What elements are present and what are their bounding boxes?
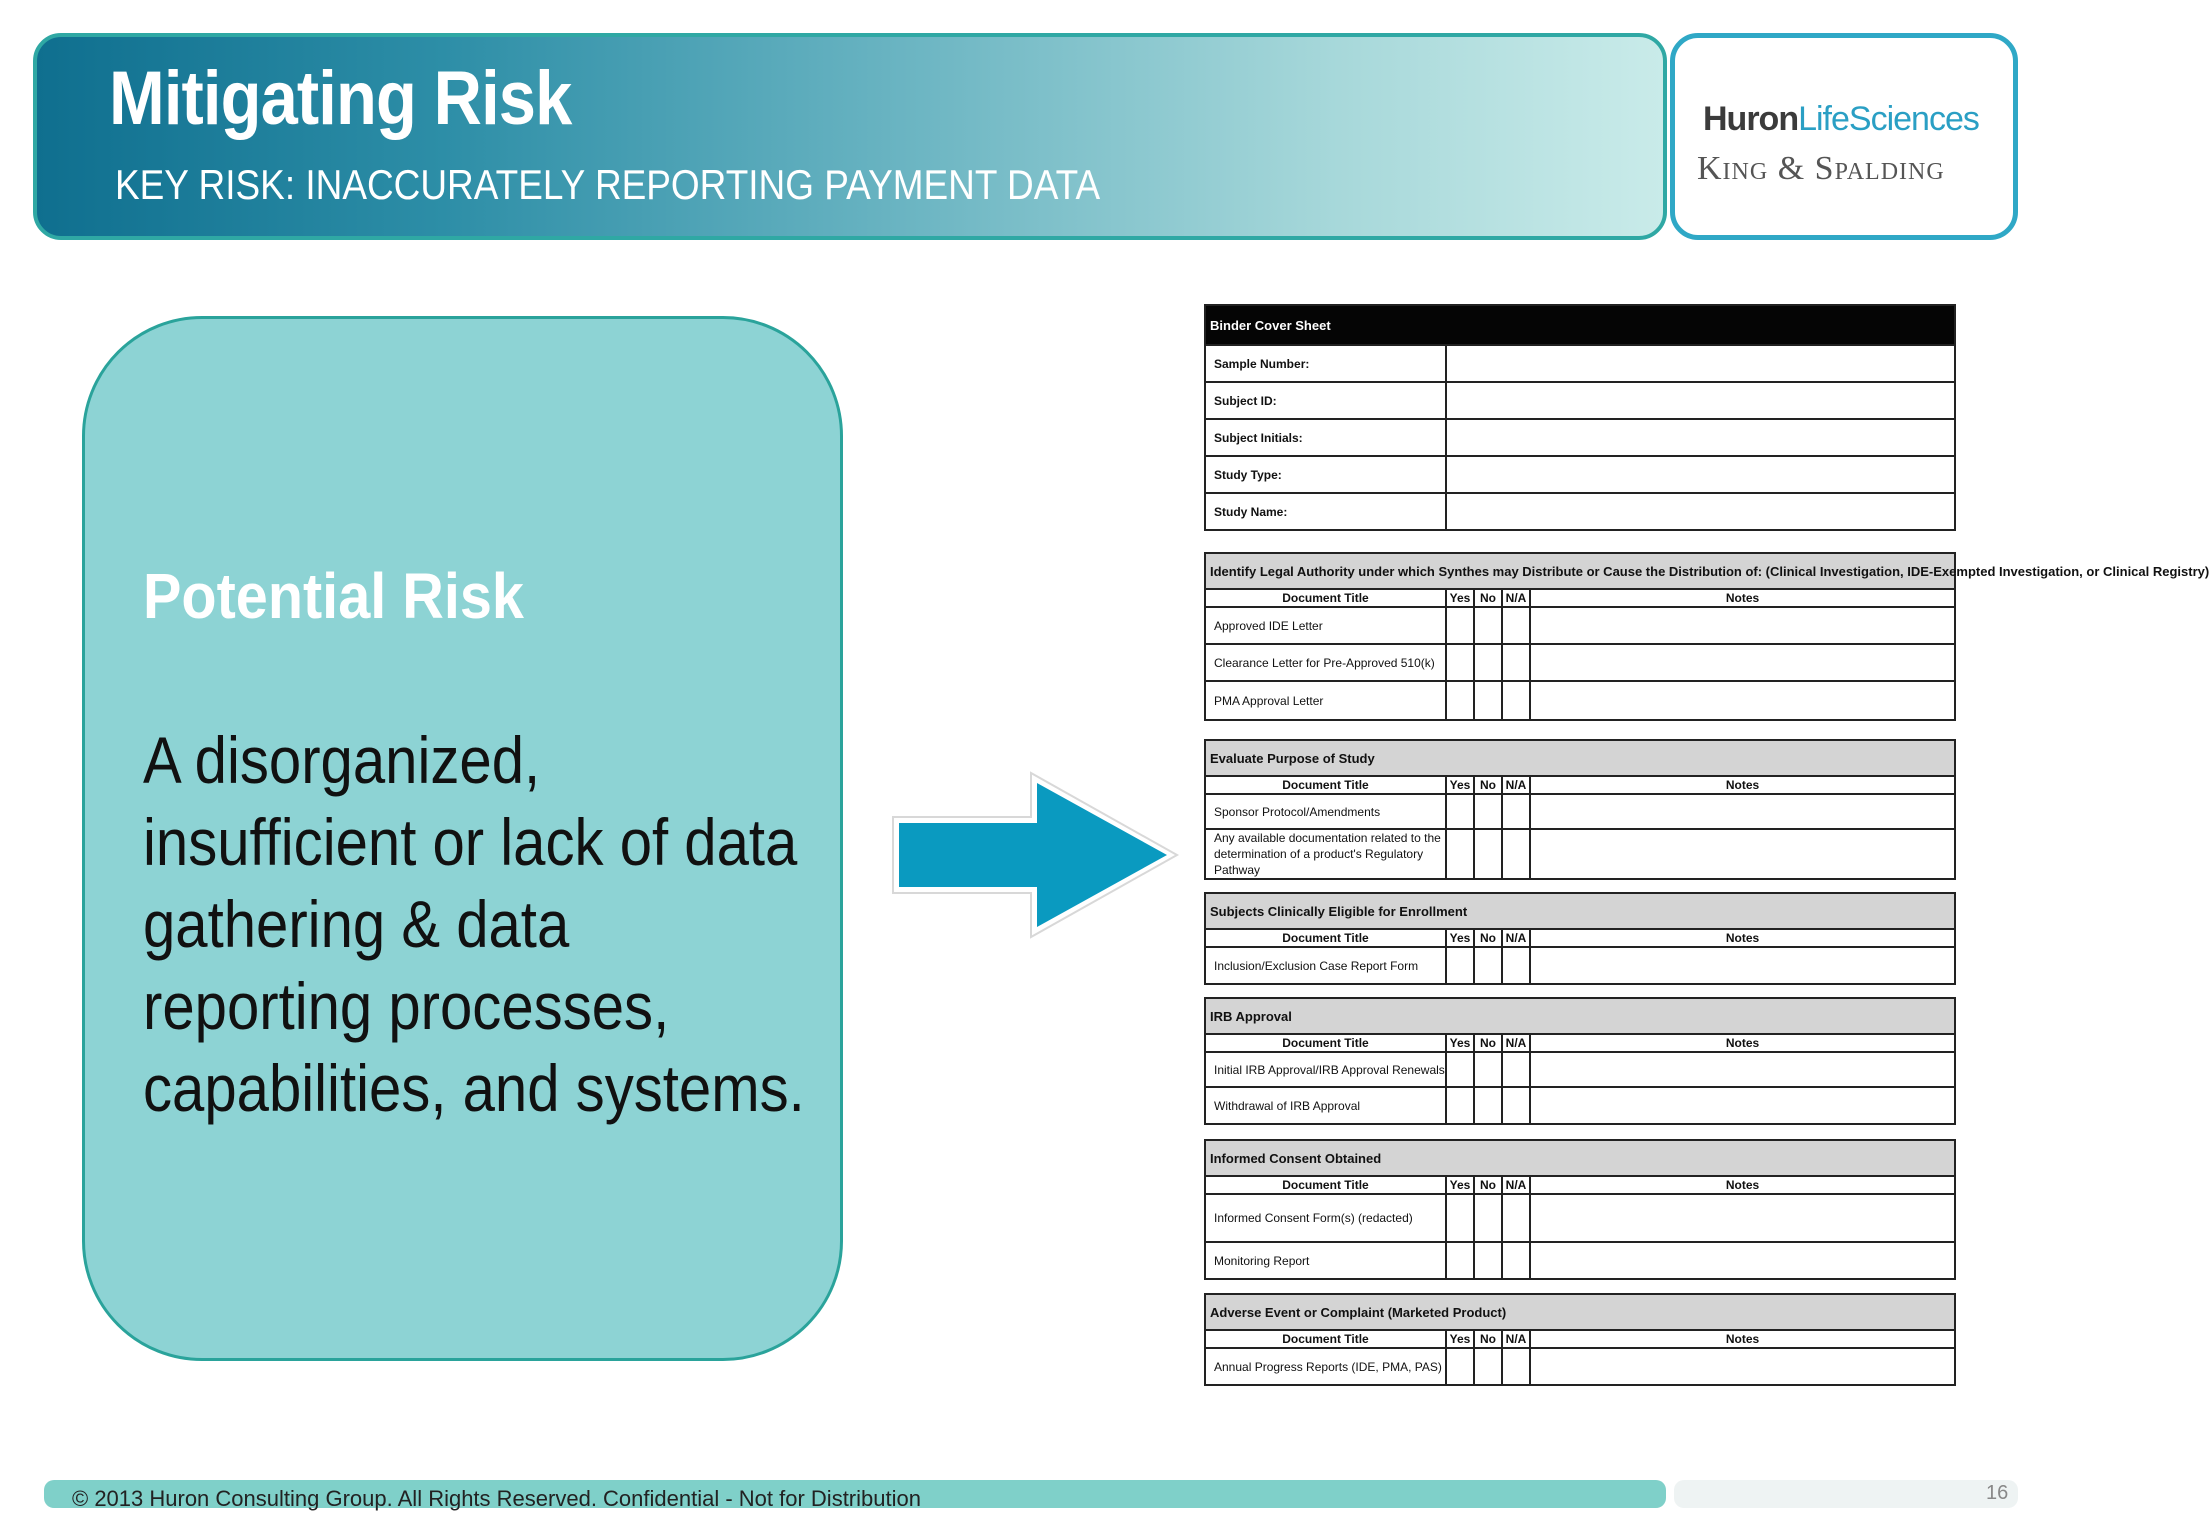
na-cell xyxy=(1503,608,1531,643)
column-header-row xyxy=(1206,590,1954,608)
legal-authority-section xyxy=(1204,552,2209,721)
yes-cell xyxy=(1447,682,1475,719)
cover-field-label: Study Type: xyxy=(1206,457,1447,492)
no-cell xyxy=(1475,608,1503,643)
col-notes: Notes xyxy=(1725,1332,1760,1346)
huron-logo-bold: Huron xyxy=(1703,100,1799,138)
cover-field-row xyxy=(1206,494,1954,529)
col-document-title: Document Title xyxy=(1206,930,1447,946)
col-no: No xyxy=(1475,1331,1503,1347)
slide-subtitle: KEY RISK: INACCURATELY REPORTING PAYMENT DATA xyxy=(115,161,1101,208)
col-notes: Notes xyxy=(1725,591,1760,605)
document-title: Withdrawal of IRB Approval xyxy=(1206,1088,1447,1123)
yes-cell xyxy=(1447,645,1475,680)
cover-field-label: Subject ID: xyxy=(1206,383,1447,418)
section-title: Adverse Event or Complaint (Marketed Product) xyxy=(1206,1295,1954,1331)
column-header-row xyxy=(1206,930,1954,948)
yes-cell xyxy=(1447,1053,1475,1086)
potential-risk-heading: Potential Risk xyxy=(143,560,524,632)
cover-sheet-section xyxy=(1204,304,1956,531)
col-yes: Yes xyxy=(1447,777,1475,793)
slide-title: Mitigating Risk xyxy=(109,56,572,141)
header-banner xyxy=(33,33,1667,240)
column-header-row xyxy=(1206,777,1954,795)
cover-field-row xyxy=(1206,383,1954,420)
col-document-title: Document Title xyxy=(1206,1035,1447,1051)
na-cell xyxy=(1503,1243,1531,1278)
notes-cell xyxy=(1531,1195,1954,1241)
cover-field-label: Study Name: xyxy=(1206,494,1447,529)
cover-field-label: Subject Initials: xyxy=(1206,420,1447,455)
risk-line: A disorganized, xyxy=(143,723,541,797)
potential-risk-text xyxy=(143,719,812,1129)
na-cell xyxy=(1503,1088,1531,1123)
yes-cell xyxy=(1447,1349,1475,1384)
na-cell xyxy=(1503,645,1531,680)
col-document-title: Document Title xyxy=(1206,1331,1447,1347)
irb-approval-section xyxy=(1204,997,1956,1125)
cover-field-value xyxy=(1447,346,1954,381)
notes-cell xyxy=(1531,1053,1954,1086)
document-row xyxy=(1206,795,1954,830)
col-no: No xyxy=(1475,590,1503,606)
section-title: Evaluate Purpose of Study xyxy=(1206,741,1954,777)
na-cell xyxy=(1503,1053,1531,1086)
notes-cell xyxy=(1531,948,1954,983)
col-no: No xyxy=(1475,930,1503,946)
document-row xyxy=(1206,1088,1954,1123)
document-row xyxy=(1206,948,1954,983)
cover-field-label: Sample Number: xyxy=(1206,346,1447,381)
col-yes: Yes xyxy=(1447,1331,1475,1347)
document-title: Inclusion/Exclusion Case Report Form xyxy=(1206,948,1447,983)
column-header-row xyxy=(1206,1331,1954,1349)
col-notes: Notes xyxy=(1725,931,1760,945)
document-row xyxy=(1206,682,1954,719)
col-document-title: Document Title xyxy=(1206,777,1447,793)
col-no: No xyxy=(1475,1177,1503,1193)
cover-field-row xyxy=(1206,346,1954,383)
document-row xyxy=(1206,608,1954,645)
yes-cell xyxy=(1447,1088,1475,1123)
document-title: Approved IDE Letter xyxy=(1206,608,1447,643)
column-header-row xyxy=(1206,1035,1954,1053)
na-cell xyxy=(1503,830,1531,878)
cover-sheet-title: Binder Cover Sheet xyxy=(1206,306,1954,346)
document-row xyxy=(1206,1243,1954,1278)
cover-field-value xyxy=(1447,494,1954,529)
footer-copyright: © 2013 Huron Consulting Group. All Rights Reserved. Confidential - Not for Distribution xyxy=(72,1486,921,1511)
col-document-title: Document Title xyxy=(1206,1177,1447,1193)
no-cell xyxy=(1475,830,1503,878)
section-title: Identify Legal Authority under which Synthes may Distribute or Cause the Distribution of: (Clinical Investigation, IDE-Exempted Investigation, or Clinical Registry) xyxy=(1206,554,1954,590)
col-no: No xyxy=(1475,777,1503,793)
col-na: N/A xyxy=(1503,1177,1531,1193)
na-cell xyxy=(1503,1349,1531,1384)
page-number: 16 xyxy=(1986,1482,2009,1504)
no-cell xyxy=(1475,1349,1503,1384)
yes-cell xyxy=(1447,948,1475,983)
no-cell xyxy=(1475,795,1503,828)
right-arrow-icon xyxy=(885,765,1185,945)
col-notes: Notes xyxy=(1725,1178,1760,1192)
section-title: Subjects Clinically Eligible for Enrollment xyxy=(1206,894,1954,930)
document-row xyxy=(1206,1053,1954,1088)
notes-cell xyxy=(1531,830,1954,878)
notes-cell xyxy=(1531,608,1954,643)
document-row xyxy=(1206,1195,1954,1243)
adverse-event-section xyxy=(1204,1293,1956,1386)
no-cell xyxy=(1475,1243,1503,1278)
section-title: IRB Approval xyxy=(1206,999,1954,1035)
column-header-row xyxy=(1206,1177,1954,1195)
col-na: N/A xyxy=(1503,1035,1531,1051)
yes-cell xyxy=(1447,795,1475,828)
no-cell xyxy=(1475,1088,1503,1123)
notes-cell xyxy=(1531,795,1954,828)
col-yes: Yes xyxy=(1447,930,1475,946)
no-cell xyxy=(1475,1195,1503,1241)
cover-field-row xyxy=(1206,457,1954,494)
risk-line: reporting processes, xyxy=(143,969,670,1043)
notes-cell xyxy=(1531,1349,1954,1384)
na-cell xyxy=(1503,948,1531,983)
na-cell xyxy=(1503,682,1531,719)
yes-cell xyxy=(1447,1243,1475,1278)
col-no: No xyxy=(1475,1035,1503,1051)
na-cell xyxy=(1503,1195,1531,1241)
document-title: Clearance Letter for Pre-Approved 510(k) xyxy=(1206,645,1447,680)
col-na: N/A xyxy=(1503,590,1531,606)
notes-cell xyxy=(1531,1088,1954,1123)
document-title: Initial IRB Approval/IRB Approval Renewals xyxy=(1206,1053,1447,1086)
document-row xyxy=(1206,645,1954,682)
document-title: PMA Approval Letter xyxy=(1206,682,1447,719)
no-cell xyxy=(1475,645,1503,680)
huron-logo-light: LifeSciences xyxy=(1798,100,1979,138)
document-title: Monitoring Report xyxy=(1206,1243,1447,1278)
binder-cover-sheet-form xyxy=(1204,304,2209,1394)
col-yes: Yes xyxy=(1447,1177,1475,1193)
risk-line: gathering & data xyxy=(143,887,570,961)
col-yes: Yes xyxy=(1447,1035,1475,1051)
huron-logo xyxy=(1703,100,1979,139)
document-row xyxy=(1206,1349,1954,1384)
potential-risk-box xyxy=(82,316,843,1361)
section-title: Informed Consent Obtained xyxy=(1206,1141,1954,1177)
purpose-of-study-section xyxy=(1204,739,1956,880)
no-cell xyxy=(1475,948,1503,983)
document-title: Annual Progress Reports (IDE, PMA, PAS) xyxy=(1206,1349,1447,1384)
document-title: Informed Consent Form(s) (redacted) xyxy=(1206,1195,1447,1241)
cover-field-value xyxy=(1447,420,1954,455)
cover-field-row xyxy=(1206,420,1954,457)
document-title: Sponsor Protocol/Amendments xyxy=(1206,795,1447,828)
yes-cell xyxy=(1447,1195,1475,1241)
footer-right-bar xyxy=(1674,1480,2018,1508)
notes-cell xyxy=(1531,645,1954,680)
col-yes: Yes xyxy=(1447,590,1475,606)
col-notes: Notes xyxy=(1725,1036,1760,1050)
col-na: N/A xyxy=(1503,777,1531,793)
col-notes: Notes xyxy=(1725,778,1760,792)
col-na: N/A xyxy=(1503,930,1531,946)
notes-cell xyxy=(1531,682,1954,719)
yes-cell xyxy=(1447,608,1475,643)
risk-line: capabilities, and systems. xyxy=(143,1051,805,1125)
informed-consent-section xyxy=(1204,1139,1956,1280)
col-na: N/A xyxy=(1503,1331,1531,1347)
na-cell xyxy=(1503,795,1531,828)
no-cell xyxy=(1475,1053,1503,1086)
logo-box xyxy=(1670,33,2018,240)
notes-cell xyxy=(1531,1243,1954,1278)
king-spalding-logo: King & Spalding xyxy=(1697,150,1945,187)
risk-line: insufficient or lack of data xyxy=(143,805,798,879)
cover-field-value xyxy=(1447,383,1954,418)
document-title: Any available documentation related to the determination of a product's Regulatory Pathway xyxy=(1206,830,1447,878)
cover-field-value xyxy=(1447,457,1954,492)
eligibility-section xyxy=(1204,892,1956,985)
col-document-title: Document Title xyxy=(1206,590,1447,606)
document-row xyxy=(1206,830,1954,878)
no-cell xyxy=(1475,682,1503,719)
yes-cell xyxy=(1447,830,1475,878)
